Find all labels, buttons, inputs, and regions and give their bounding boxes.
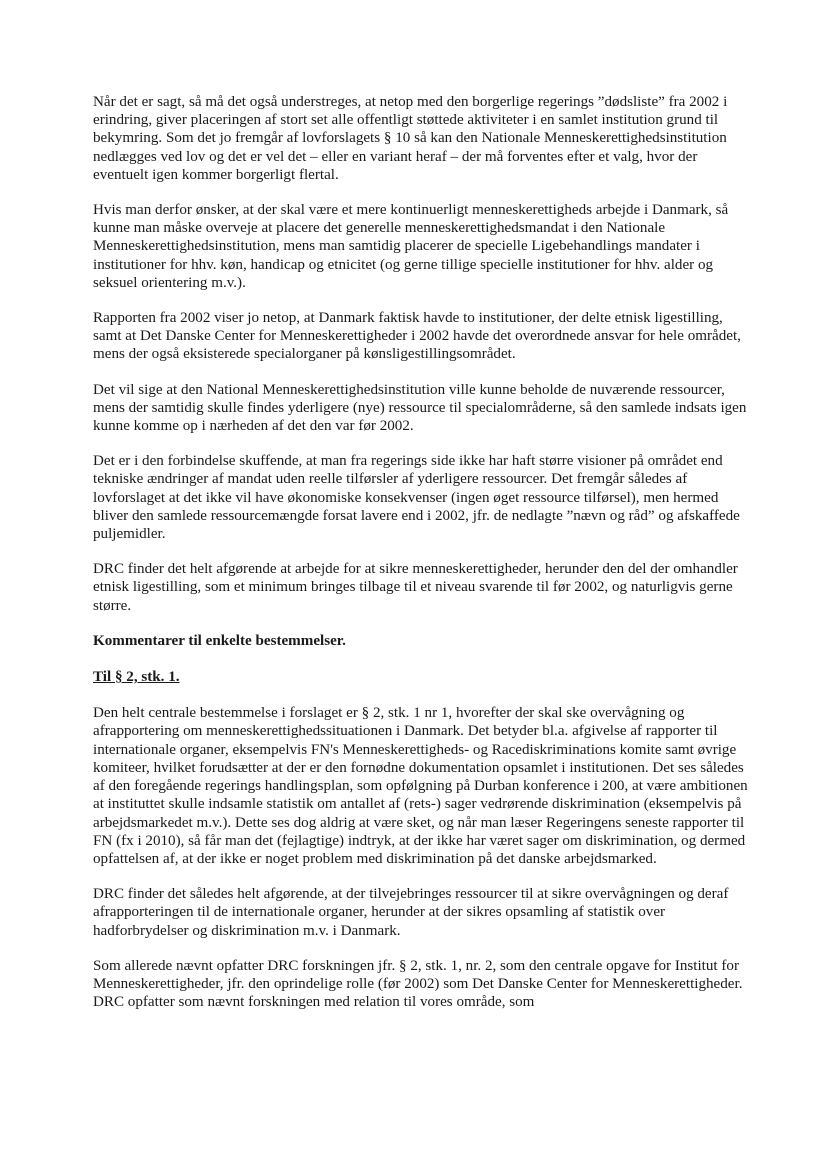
paragraph: DRC finder det således helt afgørende, at der tilvejebringes ressourcer til at sikre overvågningen og deraf afrapporteringen til de internationale organer, herunder at der sikres opsamling af statistik over hadforbrydelser og diskrimination m.v. i Danmark.: [93, 886, 729, 939]
paragraph: Rapporten fra 2002 viser jo netop, at Danmark faktisk havde to institutioner, der delte etnisk ligestilling, samt at Det Danske Center for Menneskerettigheder i 2002 havde det overordnede ansvar for hele området, mens der også eksisterede specialorganer på kønsligestillingsområdet.: [93, 310, 741, 363]
paragraph: Som allerede nævnt opfatter DRC forskningen jfr. § 2, stk. 1, nr. 2, som den centrale opgave for Institut for Menneskerettigheder, jfr. den oprindelige rolle (før 2002) som Det Danske Center for Menneskerettigheder. DRC opfatter som nævnt forskningen med relation til vores område, som: [93, 957, 743, 1011]
subsection-heading: Til § 2, stk. 1.: [93, 669, 180, 686]
paragraph: Det vil sige at den National Menneskerettighedsinstitution ville kunne beholde de nuværende ressourcer, mens der samtidig skulle findes yderligere (nye) ressource til specialområderne, så den samlede indsats igen kunne komme op i nærheden af det den var før 2002.: [93, 381, 747, 435]
paragraph: DRC finder det helt afgørende at arbejde for at sikre menneskerettigheder, herunder den del der omhandler etnisk ligestilling, som et minimum bringes tilbage til et niveau svarende til før 2002, og naturligvis gerne større.: [93, 561, 738, 614]
paragraph: Den helt centrale bestemmelse i forslaget er § 2, stk. 1 nr 1, hvorefter der skal ske overvågning og afrapportering om menneskerettighedssituationen i Danmark. Det betyder bl.a. afgivelse af rapporter til internationale organer, eksempelvis FN's Menneskerettigheds- og Racediskriminations komite samt øvrige komiteer, hvilket forudsætter at der er den fornødne dokumentation opsamlet i institutionen. Det ses således af den foregående regerings handlingsplan, som opfølgning på Durban konference i 200, at være ambitionen at instituttet skulle indsamle statistik om antallet af (rets-) sager vedrørende diskrimination (eksempelvis på arbejdsmarkedet m.v.). Dette ses dog aldrig at være sket, og når man læser Regeringens seneste rapporter til FN (fx i 2010), så får man det (fejlagtige) indtryk, at der ikke har været sager om diskrimination, og dermed opfattelsen af, at der ikke er noget problem med diskrimination på det danske arbejdsmarked.: [93, 705, 748, 867]
paragraph: Når det er sagt, så må det også understreges, at netop med den borgerlige regerings ”dødsliste” fra 2002 i erindring, giver placeringen af stort set alle offentligt støttede aktiviteter i en samlet institution grund til bekymring. Som det jo fremgår af lovforslagets § 10 så kan den Nationale Menneskerettighedsinstitution nedlægges ved lov og det er vel det – eller en variant heraf – der må forventes efter et valg, hvor der eventuelt igen kommer borgerligt flertal.: [93, 94, 728, 183]
paragraph: Hvis man derfor ønsker, at der skal være et mere kontinuerligt menneskerettigheds arbejde i Danmark, så kunne man måske overveje at placere det generelle menneskerettighedsmandat i den Nationale Menneskerettighedsinstitution, mens man samtidig placerer de specielle Ligebehandlings mandater i institutioner for hhv. køn, handicap og etnicitet (og gerne tillige specielle institutioner for hhv. alder og seksuel orientering m.v.).: [93, 202, 729, 291]
paragraph: Det er i den forbindelse skuffende, at man fra regerings side ikke har haft større visioner på området end tekniske ændringer af mandat uden reelle tilførsler af yderligere ressourcer. Det fremgår således af lovforslaget at det ikke vil have økonomiske konsekvenser (ingen øget ressource tilførsel), men hermed bliver den samlede ressourcemængde forsat lavere end i 2002, jfr. de nedlagte ”nævn og råd” og afskaffede puljemidler.: [93, 453, 740, 543]
section-heading: Kommentarer til enkelte bestemmelser.: [93, 632, 346, 649]
document-page: [93, 93, 753, 1028]
